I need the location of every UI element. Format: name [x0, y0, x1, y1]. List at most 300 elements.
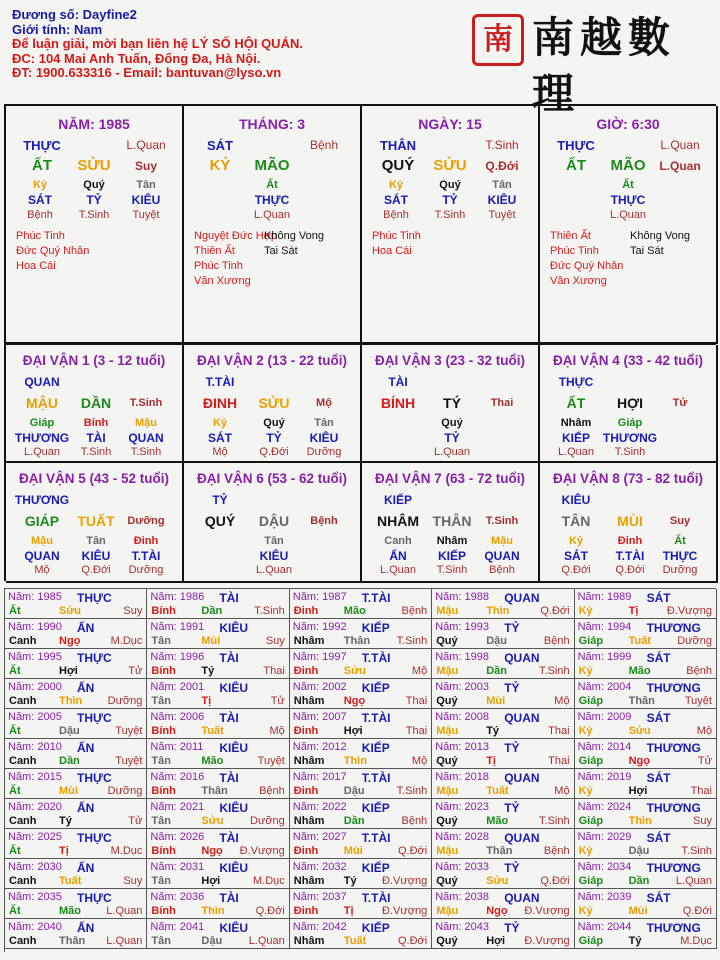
year-prefix: Năm: — [150, 621, 177, 633]
year-thapthan: QUAN — [504, 891, 540, 905]
daivan-state: Bệnh — [310, 515, 338, 527]
pillar-star: Hoa Cái — [372, 245, 412, 257]
year-value: 1996 — [179, 651, 205, 663]
pillar-thapthan: SÁT — [207, 138, 233, 153]
daivan-chi: SỬU — [258, 395, 290, 411]
year-chi: Mão — [628, 665, 651, 677]
year-chi: Sửu — [486, 875, 509, 887]
year-prefix: Năm: — [577, 921, 604, 933]
year-chi: Tị — [201, 695, 212, 707]
year-value: 1997 — [322, 651, 347, 663]
year-chi: Dần — [343, 815, 365, 827]
year-cell — [432, 649, 574, 679]
year-prefix: Năm: — [435, 891, 462, 903]
year-can: Kỷ — [578, 905, 593, 917]
daivan-hidden-stem: Quý — [441, 417, 463, 429]
year-state: T.Sinh — [254, 605, 285, 617]
year-value: 2014 — [606, 741, 632, 753]
year-chi: Hợi — [59, 665, 78, 677]
year-label — [8, 591, 62, 603]
pillar-hidden-st: Tuyệt — [132, 209, 160, 221]
year-can: Kỷ — [578, 785, 593, 797]
gender-label: Giới tính: — [12, 21, 71, 37]
year-cell — [290, 589, 432, 619]
year-prefix: Năm: — [577, 741, 604, 753]
year-cell — [575, 709, 717, 739]
daivan-can: MẬU — [26, 395, 58, 411]
year-cell — [5, 889, 147, 919]
pillar-hidden-st: Bệnh — [27, 209, 53, 221]
daivan-chi: MÙI — [617, 513, 643, 529]
year-prefix: Năm: — [577, 801, 604, 813]
year-can: Đinh — [293, 845, 319, 857]
year-chi: Ngọ — [343, 695, 366, 707]
year-state: Tuyệt — [684, 695, 712, 707]
year-thapthan: ẤN — [77, 921, 95, 935]
daivan-cell — [362, 463, 540, 583]
year-cell — [290, 799, 432, 829]
daivan-hidden-st: Mộ — [34, 564, 50, 576]
daivan-can: TÂN — [561, 513, 591, 529]
year-prefix: Năm: — [8, 831, 35, 843]
pillar-hidden-stem: Kỷ — [32, 179, 48, 191]
pillar-star: Văn Xương — [550, 275, 607, 287]
daivan-state: Dưỡng — [127, 515, 165, 527]
year-label — [150, 921, 204, 933]
year-thapthan: QUAN — [504, 771, 540, 785]
year-thapthan: TÀI — [219, 831, 239, 845]
daivan-hidden-st: T.Sinh — [614, 446, 646, 458]
year-thapthan: QUAN — [504, 711, 540, 725]
year-chi: Tị — [628, 605, 639, 617]
year-prefix: Năm: — [150, 801, 177, 813]
pillar-hidden-tt: SÁT — [384, 193, 408, 207]
year-thapthan: TÀI — [219, 891, 239, 905]
year-can: Bính — [151, 785, 176, 797]
year-cell — [575, 619, 717, 649]
year-cell — [432, 709, 574, 739]
year-value: 2031 — [179, 861, 205, 873]
year-label — [150, 681, 204, 693]
daivan-state: T.Sinh — [485, 515, 519, 527]
year-cell — [432, 589, 574, 619]
year-label — [8, 921, 62, 933]
year-cell — [432, 859, 574, 889]
year-thapthan: ẤN — [77, 681, 95, 695]
daivan-title: ĐẠI VẬN 8 (73 - 82 tuổi) — [552, 471, 704, 486]
year-chi: Tý — [486, 725, 500, 737]
year-chi: Tuất — [201, 725, 224, 737]
year-can: Ất — [9, 725, 21, 737]
year-state: M.Dục — [110, 845, 143, 857]
daivan-hidden-stem: Kỷ — [212, 417, 228, 429]
daivan-thapthan: QUAN — [24, 375, 60, 389]
year-can: Kỷ — [578, 845, 593, 857]
year-state: L.Quan — [675, 875, 712, 887]
year-state: Bệnh — [543, 845, 570, 857]
year-value: 2035 — [37, 891, 62, 903]
pillar-hidden-tt: SÁT — [28, 193, 52, 207]
year-cell — [575, 859, 717, 889]
year-cell — [147, 889, 289, 919]
year-value: 2037 — [322, 891, 347, 903]
year-can: Bính — [151, 845, 176, 857]
daivan-hidden-tt: QUAN — [128, 431, 164, 445]
daivan-hidden-st: T.Sinh — [436, 564, 468, 576]
year-prefix: Năm: — [8, 771, 35, 783]
year-thapthan: ẤN — [77, 861, 95, 875]
pillar-hidden-tt: TỶ — [86, 193, 102, 207]
year-cell — [147, 769, 289, 799]
year-can: Tân — [151, 935, 171, 947]
year-can: Ất — [9, 785, 21, 797]
year-state: Thai — [690, 785, 712, 797]
daivan-hidden-tt: QUAN — [24, 549, 60, 563]
year-prefix: Năm: — [8, 921, 35, 933]
year-label — [8, 651, 62, 663]
year-value: 2038 — [464, 891, 490, 903]
daivan-can: ẤT — [566, 395, 586, 411]
daivan-can: QUÝ — [204, 513, 236, 529]
year-thapthan: KIÊU — [219, 861, 249, 875]
year-can: Mậu — [436, 665, 459, 677]
year-label — [293, 621, 347, 633]
year-cell — [5, 829, 147, 859]
year-value: 2034 — [606, 861, 632, 873]
year-value: 2028 — [464, 831, 490, 843]
daivan-state: Thai — [490, 397, 514, 409]
year-can: Ất — [9, 845, 21, 857]
year-can: Đinh — [293, 665, 319, 677]
year-chi: Dần — [486, 665, 507, 677]
daivan-hidden-stem: Kỷ — [568, 535, 584, 547]
address-line: ĐC: 104 Mai Anh Tuấn, Đống Đa, Hà Nội. — [12, 50, 261, 66]
pillar-hidden-tt: TỶ — [442, 193, 458, 207]
year-thapthan: KIÊU — [219, 681, 249, 695]
year-label — [578, 891, 632, 903]
daivan-hidden-st: Q.Đới — [561, 564, 591, 576]
year-prefix: Năm: — [8, 741, 35, 753]
year-chi: Thân — [628, 695, 655, 707]
year-value: 2044 — [606, 921, 632, 933]
year-value: 1995 — [37, 651, 62, 663]
year-can: Canh — [9, 755, 37, 767]
year-label — [578, 831, 632, 843]
year-cell — [432, 889, 574, 919]
year-state: Đ.Vượng — [524, 905, 570, 917]
year-value: 2006 — [179, 711, 205, 723]
year-thapthan: KIẾP — [361, 741, 390, 755]
year-thapthan: KIÊU — [219, 801, 249, 815]
pillar-star: Thiên Ất — [550, 230, 591, 242]
daivan-hidden-tt: SÁT — [564, 549, 588, 563]
year-label — [435, 681, 489, 693]
daivan-hidden-st: T.Sinh — [130, 446, 162, 458]
year-thapthan: THƯƠNG — [646, 741, 701, 755]
year-state: Bệnh — [401, 815, 428, 827]
year-prefix: Năm: — [577, 861, 604, 873]
year-prefix: Năm: — [435, 681, 462, 693]
year-state: T.Sinh — [681, 845, 712, 857]
year-prefix: Năm: — [150, 591, 177, 603]
daivan-hidden-tt: KIẾP — [437, 549, 467, 563]
year-cell — [575, 739, 717, 769]
daivan-hidden-st: L.Quan — [433, 446, 471, 458]
year-thapthan: KIẾP — [361, 861, 390, 875]
year-cell — [432, 619, 574, 649]
year-state: Dưỡng — [107, 785, 143, 797]
pillar-star: Phúc Tinh — [16, 230, 65, 242]
daivan-hidden-tt: KIẾP — [561, 431, 591, 445]
pillar-hidden-tt: THỰC — [254, 193, 290, 207]
year-cell — [147, 589, 289, 619]
year-prefix: Năm: — [292, 921, 320, 933]
daivan-title: ĐẠI VẬN 1 (3 - 12 tuổi) — [22, 353, 166, 368]
year-state: Thai — [548, 755, 570, 767]
year-can: Nhâm — [293, 875, 325, 887]
year-state: L.Quan — [106, 905, 143, 917]
year-can: Bính — [151, 725, 176, 737]
year-value: 2029 — [606, 831, 632, 843]
year-state: Q.Đới — [540, 875, 570, 887]
pillar-hidden-stem: Tân — [492, 179, 512, 191]
year-label — [435, 651, 489, 663]
year-state: T.Sinh — [539, 815, 570, 827]
year-cell — [5, 679, 147, 709]
year-chi: Dần — [59, 755, 80, 767]
year-label — [293, 861, 347, 873]
year-prefix: Năm: — [150, 741, 177, 753]
year-chi: Mão — [59, 905, 81, 917]
daivan-thapthan: TỶ — [212, 493, 228, 507]
year-state: L.Quan — [106, 935, 143, 947]
year-value: 2024 — [606, 801, 632, 813]
daivan-can: BÍNH — [380, 395, 416, 411]
year-thapthan: THƯƠNG — [646, 681, 701, 695]
year-cell — [575, 799, 717, 829]
daivan-cell — [6, 345, 184, 463]
year-thapthan: THƯƠNG — [646, 921, 701, 935]
year-cell — [5, 919, 147, 949]
year-label — [578, 591, 632, 603]
year-can: Quý — [436, 935, 458, 947]
year-cell — [290, 619, 432, 649]
daivan-state: Tử — [672, 397, 688, 409]
year-chi: Sửu — [343, 665, 366, 677]
year-cell — [432, 829, 574, 859]
year-chi: Mùi — [486, 695, 506, 707]
daivan-hidden-tt: TỶ — [266, 431, 282, 445]
year-thapthan: KIÊU — [219, 741, 249, 755]
owner-label: Đương số: — [12, 7, 80, 22]
year-thapthan: TÀI — [219, 651, 239, 665]
year-prefix: Năm: — [8, 651, 35, 663]
year-state: Thai — [405, 695, 428, 707]
year-cell — [432, 769, 574, 799]
pillar-hidden-st: L.Quan — [253, 209, 291, 221]
year-chi: Thân — [486, 845, 513, 857]
daivan-hidden-tt: THƯƠNG — [14, 431, 70, 445]
contact-line: Để luận giải, mời bạn liên hệ LÝ SỐ HỘI QUÁN. — [12, 36, 303, 51]
daivan-thapthan: THỰC — [558, 375, 594, 389]
year-can: Tân — [151, 875, 171, 887]
year-can: Đinh — [293, 785, 319, 797]
year-prefix: Năm: — [435, 921, 462, 933]
year-thapthan: KIẾP — [361, 681, 390, 695]
logo-text: 南越數理 — [532, 13, 677, 118]
year-can: Quý — [436, 695, 458, 707]
year-chi: Dậu — [59, 725, 80, 737]
year-chi: Dậu — [201, 935, 223, 947]
year-label — [435, 861, 489, 873]
daivan-hidden-stem: Bính — [83, 417, 109, 429]
year-chi: Sửu — [201, 815, 224, 827]
year-thapthan: TÀI — [219, 771, 239, 785]
daivan-can: ĐINH — [202, 395, 238, 411]
year-state: Mộ — [269, 725, 285, 737]
year-thapthan: QUAN — [504, 591, 540, 605]
year-thapthan: ẤN — [77, 741, 95, 755]
year-thapthan: THỰC — [77, 831, 112, 845]
year-value: 2005 — [37, 711, 62, 723]
year-label — [8, 741, 62, 753]
daivan-hidden-st: L.Quan — [255, 564, 293, 576]
daivan-hidden-st: L.Quan — [379, 564, 417, 576]
year-can: Bính — [151, 605, 176, 617]
pillar-cell — [184, 106, 362, 344]
year-label — [8, 681, 62, 693]
pillar-hidden-st: Bệnh — [383, 209, 409, 221]
daivan-hidden-stem: Tân — [264, 535, 284, 547]
year-prefix: Năm: — [292, 861, 320, 873]
year-state: Q.Đới — [255, 905, 285, 917]
pillar-star: Phúc Tinh — [194, 260, 243, 272]
year-can: Nhâm — [293, 635, 325, 647]
pillar-hidden-stem: Tân — [136, 179, 156, 191]
year-can: Giáp — [578, 755, 604, 767]
year-prefix: Năm: — [292, 681, 320, 693]
year-value: 2025 — [37, 831, 62, 843]
pillars-grid — [4, 104, 716, 344]
daivan-hidden-tt: KIÊU — [259, 549, 289, 563]
year-prefix: Năm: — [150, 891, 177, 903]
year-cell — [575, 679, 717, 709]
pillar-star: Hoa Cái — [16, 260, 56, 272]
year-label — [8, 861, 62, 873]
year-cell — [290, 829, 432, 859]
year-cell — [147, 799, 289, 829]
year-value: 2004 — [606, 681, 632, 693]
year-prefix: Năm: — [292, 711, 320, 723]
year-label — [150, 591, 204, 603]
daivan-grid — [4, 343, 716, 581]
year-cell — [290, 679, 432, 709]
daivan-title: ĐẠI VẬN 3 (23 - 32 tuổi) — [374, 353, 526, 368]
year-label — [578, 861, 632, 873]
year-label — [150, 831, 204, 843]
year-chi: Tuất — [628, 635, 651, 647]
year-cell — [5, 769, 147, 799]
year-can: Mậu — [436, 905, 459, 917]
daivan-cell — [6, 463, 184, 583]
year-cell — [5, 619, 147, 649]
daivan-title: ĐẠI VẬN 4 (33 - 42 tuổi) — [552, 353, 704, 368]
year-cell — [432, 679, 574, 709]
year-thapthan: T.TÀI — [361, 711, 391, 725]
year-state: Đ.Vượng — [382, 905, 428, 917]
year-state: Suy — [123, 875, 143, 887]
year-value: 2010 — [37, 741, 62, 753]
year-thapthan: KIẾP — [361, 621, 390, 635]
daivan-title: ĐẠI VẬN 5 (43 - 52 tuổi) — [18, 471, 170, 486]
daivan-hidden-stem: Nhâm — [560, 417, 592, 429]
year-label — [435, 891, 489, 903]
year-can: Giáp — [578, 875, 604, 887]
year-chi: Hợi — [343, 725, 363, 737]
year-value: 2018 — [464, 771, 490, 783]
year-cell — [575, 889, 717, 919]
year-can: Kỷ — [578, 605, 593, 617]
year-can: Giáp — [578, 935, 604, 947]
daivan-title: ĐẠI VẬN 7 (63 - 72 tuổi) — [374, 471, 526, 486]
year-can: Ất — [9, 665, 21, 677]
year-chi: Ngọ — [628, 755, 650, 767]
year-cell — [147, 709, 289, 739]
year-cell — [290, 709, 432, 739]
year-cell — [5, 739, 147, 769]
year-can: Đinh — [293, 725, 319, 737]
year-value: 2039 — [606, 891, 632, 903]
year-prefix: Năm: — [435, 621, 462, 633]
daivan-hidden-st: L.Quan — [557, 446, 595, 458]
year-prefix: Năm: — [292, 741, 320, 753]
year-state: Dưỡng — [250, 815, 285, 827]
year-thapthan: SÁT — [646, 831, 671, 845]
pillar-star: Thiên Ất — [194, 245, 235, 257]
year-value: 2007 — [322, 711, 347, 723]
year-can: Mậu — [436, 845, 459, 857]
year-cell — [5, 799, 147, 829]
year-label — [578, 801, 632, 813]
year-label — [578, 711, 632, 723]
daivan-cell — [362, 345, 540, 463]
year-value: 2019 — [606, 771, 632, 783]
daivan-hidden-stem: Mậu — [31, 535, 53, 547]
daivan-hidden-stem: Đinh — [617, 535, 643, 547]
year-thapthan: T.TÀI — [361, 771, 391, 785]
year-label — [150, 651, 204, 663]
year-state: Dưỡng — [677, 635, 712, 647]
year-prefix: Năm: — [435, 651, 462, 663]
year-label — [293, 591, 347, 603]
year-value: 2023 — [464, 801, 490, 813]
daivan-hidden-stem: Giáp — [29, 417, 55, 429]
year-thapthan: TỶ — [504, 861, 520, 875]
year-value: 2020 — [37, 801, 62, 813]
year-state: Suy — [265, 635, 285, 647]
year-thapthan: SÁT — [646, 651, 671, 665]
year-can: Canh — [9, 635, 37, 647]
year-prefix: Năm: — [292, 651, 320, 663]
owner-value: Dayfine2 — [82, 7, 137, 22]
year-thapthan: TỶ — [504, 741, 520, 755]
logo — [472, 6, 702, 118]
year-can: Giáp — [578, 695, 604, 707]
year-can: Quý — [436, 815, 458, 827]
pillar-star: Đức Quý Nhân — [16, 245, 90, 257]
year-thapthan: SÁT — [646, 771, 671, 785]
daivan-hidden-stem: Canh — [384, 535, 412, 547]
